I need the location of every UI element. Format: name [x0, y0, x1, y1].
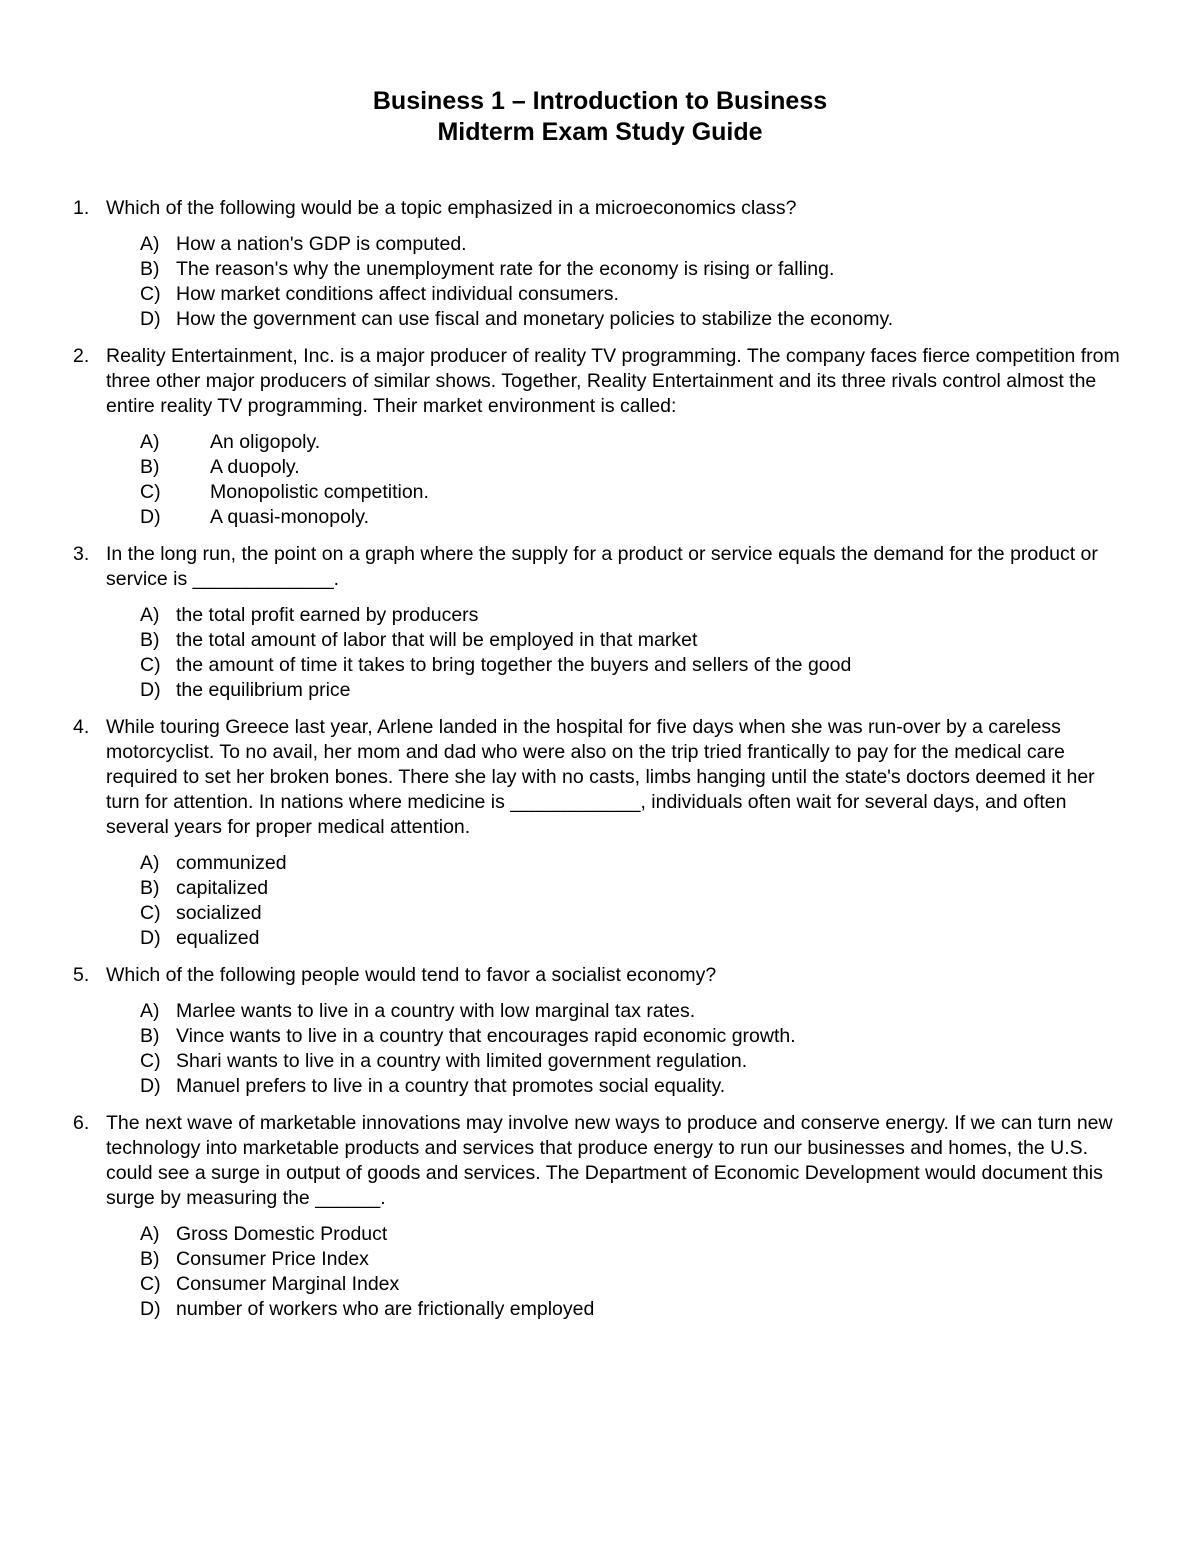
option-c — [140, 1272, 1133, 1297]
question-number: 2. — [73, 345, 90, 367]
option-c — [140, 480, 1133, 505]
option-text: Consumer Marginal Index — [176, 1273, 400, 1295]
option-text: the total amount of labor that will be employed in that market — [176, 629, 698, 651]
question-4 — [73, 715, 1133, 951]
option-letter: B) — [140, 258, 160, 280]
option-b — [140, 1024, 1133, 1049]
question-text: Which of the following would be a topic emphasized in a microeconomics class? — [106, 197, 797, 219]
option-text: Vince wants to live in a country that encourages rapid economic growth. — [176, 1025, 796, 1047]
option-letter: A) — [140, 604, 160, 626]
option-letter: B) — [140, 456, 160, 478]
answer-options — [140, 232, 1133, 332]
question-number: 3. — [73, 543, 90, 565]
question-number: 1. — [73, 197, 90, 219]
option-letter: B) — [140, 1248, 160, 1270]
answer-options — [140, 851, 1133, 951]
option-text: number of workers who are frictionally employed — [176, 1298, 595, 1320]
option-text: socialized — [176, 902, 262, 924]
option-b — [140, 876, 1133, 901]
option-c — [140, 901, 1133, 926]
question-text: Which of the following people would tend to favor a socialist economy? — [106, 964, 717, 986]
option-letter: C) — [140, 654, 161, 676]
question-2 — [73, 344, 1133, 530]
option-text: Consumer Price Index — [176, 1248, 369, 1270]
question-1 — [73, 196, 1133, 332]
option-a — [140, 232, 1133, 257]
answer-options — [140, 999, 1133, 1099]
answer-options — [140, 430, 1133, 530]
option-letter: C) — [140, 902, 161, 924]
option-b — [140, 628, 1133, 653]
question-number: 4. — [73, 716, 90, 738]
option-a — [140, 430, 1133, 455]
option-text: communized — [176, 852, 287, 874]
option-d — [140, 678, 1133, 703]
option-text: How a nation's GDP is computed. — [176, 233, 467, 255]
question-list — [73, 196, 1133, 1334]
title-line-1: Business 1 – Introduction to Business — [372, 87, 828, 115]
option-text: A quasi-monopoly. — [210, 506, 369, 528]
option-a — [140, 1222, 1133, 1247]
option-letter: D) — [140, 1298, 161, 1320]
option-text: Manuel prefers to live in a country that promotes social equality. — [176, 1075, 726, 1097]
option-letter: D) — [140, 308, 161, 330]
option-text: capitalized — [176, 877, 269, 899]
option-letter: A) — [140, 1223, 160, 1245]
question-number: 6. — [73, 1112, 90, 1134]
option-letter: C) — [140, 481, 161, 503]
option-d — [140, 1297, 1133, 1322]
option-text: the amount of time it takes to bring together the buyers and sellers of the good — [176, 654, 852, 676]
option-letter: D) — [140, 1075, 161, 1097]
option-a — [140, 999, 1133, 1024]
answer-options — [140, 1222, 1133, 1322]
question-text: Reality Entertainment, Inc. is a major producer of reality TV programming. The company faces fierce competition from three other major producers of similar shows. Together, Reality Entertainment and its three rivals control almost the entire reality TV programming. Their market environment is called: — [106, 345, 1120, 417]
question-text: The next wave of marketable innovations may involve new ways to produce and conserve energy. If we can turn new technology into marketable products and services that produce energy to run our businesses and homes, the U.S. could see a surge in output of goods and services. The Department of Economic Development would document this surge by measuring the ______. — [106, 1112, 1113, 1209]
option-letter: D) — [140, 506, 161, 528]
option-letter: B) — [140, 1025, 160, 1047]
option-text: Gross Domestic Product — [176, 1223, 388, 1245]
option-text: the equilibrium price — [176, 679, 351, 701]
option-letter: C) — [140, 283, 161, 305]
option-text: the total profit earned by producers — [176, 604, 479, 626]
question-text: In the long run, the point on a graph where the supply for a product or service equals the demand for the product or service is _____________. — [106, 543, 1098, 590]
answer-options — [140, 603, 1133, 703]
option-letter: B) — [140, 629, 160, 651]
option-a — [140, 851, 1133, 876]
option-letter: A) — [140, 431, 160, 453]
option-a — [140, 603, 1133, 628]
option-text: Shari wants to live in a country with limited government regulation. — [176, 1050, 748, 1072]
option-d — [140, 926, 1133, 951]
option-letter: A) — [140, 233, 160, 255]
option-b — [140, 1247, 1133, 1272]
option-c — [140, 653, 1133, 678]
option-text: Monopolistic competition. — [210, 481, 429, 503]
option-text: A duopoly. — [210, 456, 300, 478]
option-b — [140, 455, 1133, 480]
question-number: 5. — [73, 964, 90, 986]
option-letter: C) — [140, 1050, 161, 1072]
question-5 — [73, 963, 1133, 1099]
option-d — [140, 307, 1133, 332]
option-letter: D) — [140, 927, 161, 949]
option-text: How market conditions affect individual consumers. — [176, 283, 619, 305]
option-letter: C) — [140, 1273, 161, 1295]
option-text: equalized — [176, 927, 260, 949]
option-text: Marlee wants to live in a country with low marginal tax rates. — [176, 1000, 696, 1022]
question-text: While touring Greece last year, Arlene landed in the hospital for five days when she was run-over by a careless motorcyclist. To no avail, her mom and dad who were also on the trip tried frantically to pay for the medical care required to set her broken bones. There she lay with no casts, limbs hanging until the state's doctors deemed it her turn for attention. In nations where medicine is ____________, individuals often wait for several days, and often several years for proper medical attention. — [106, 716, 1095, 838]
question-3 — [73, 542, 1133, 703]
option-text: An oligopoly. — [210, 431, 321, 453]
option-text: How the government can use fiscal and monetary policies to stabilize the economy. — [176, 308, 894, 330]
option-letter: B) — [140, 877, 160, 899]
title-line-2: Midterm Exam Study Guide — [437, 118, 763, 146]
option-letter: D) — [140, 679, 161, 701]
option-b — [140, 257, 1133, 282]
option-letter: A) — [140, 1000, 160, 1022]
option-c — [140, 282, 1133, 307]
question-6 — [73, 1111, 1133, 1322]
option-c — [140, 1049, 1133, 1074]
page-title — [0, 86, 1200, 148]
option-letter: A) — [140, 852, 160, 874]
option-d — [140, 1074, 1133, 1099]
option-d — [140, 505, 1133, 530]
option-text: The reason's why the unemployment rate for the economy is rising or falling. — [176, 258, 835, 280]
